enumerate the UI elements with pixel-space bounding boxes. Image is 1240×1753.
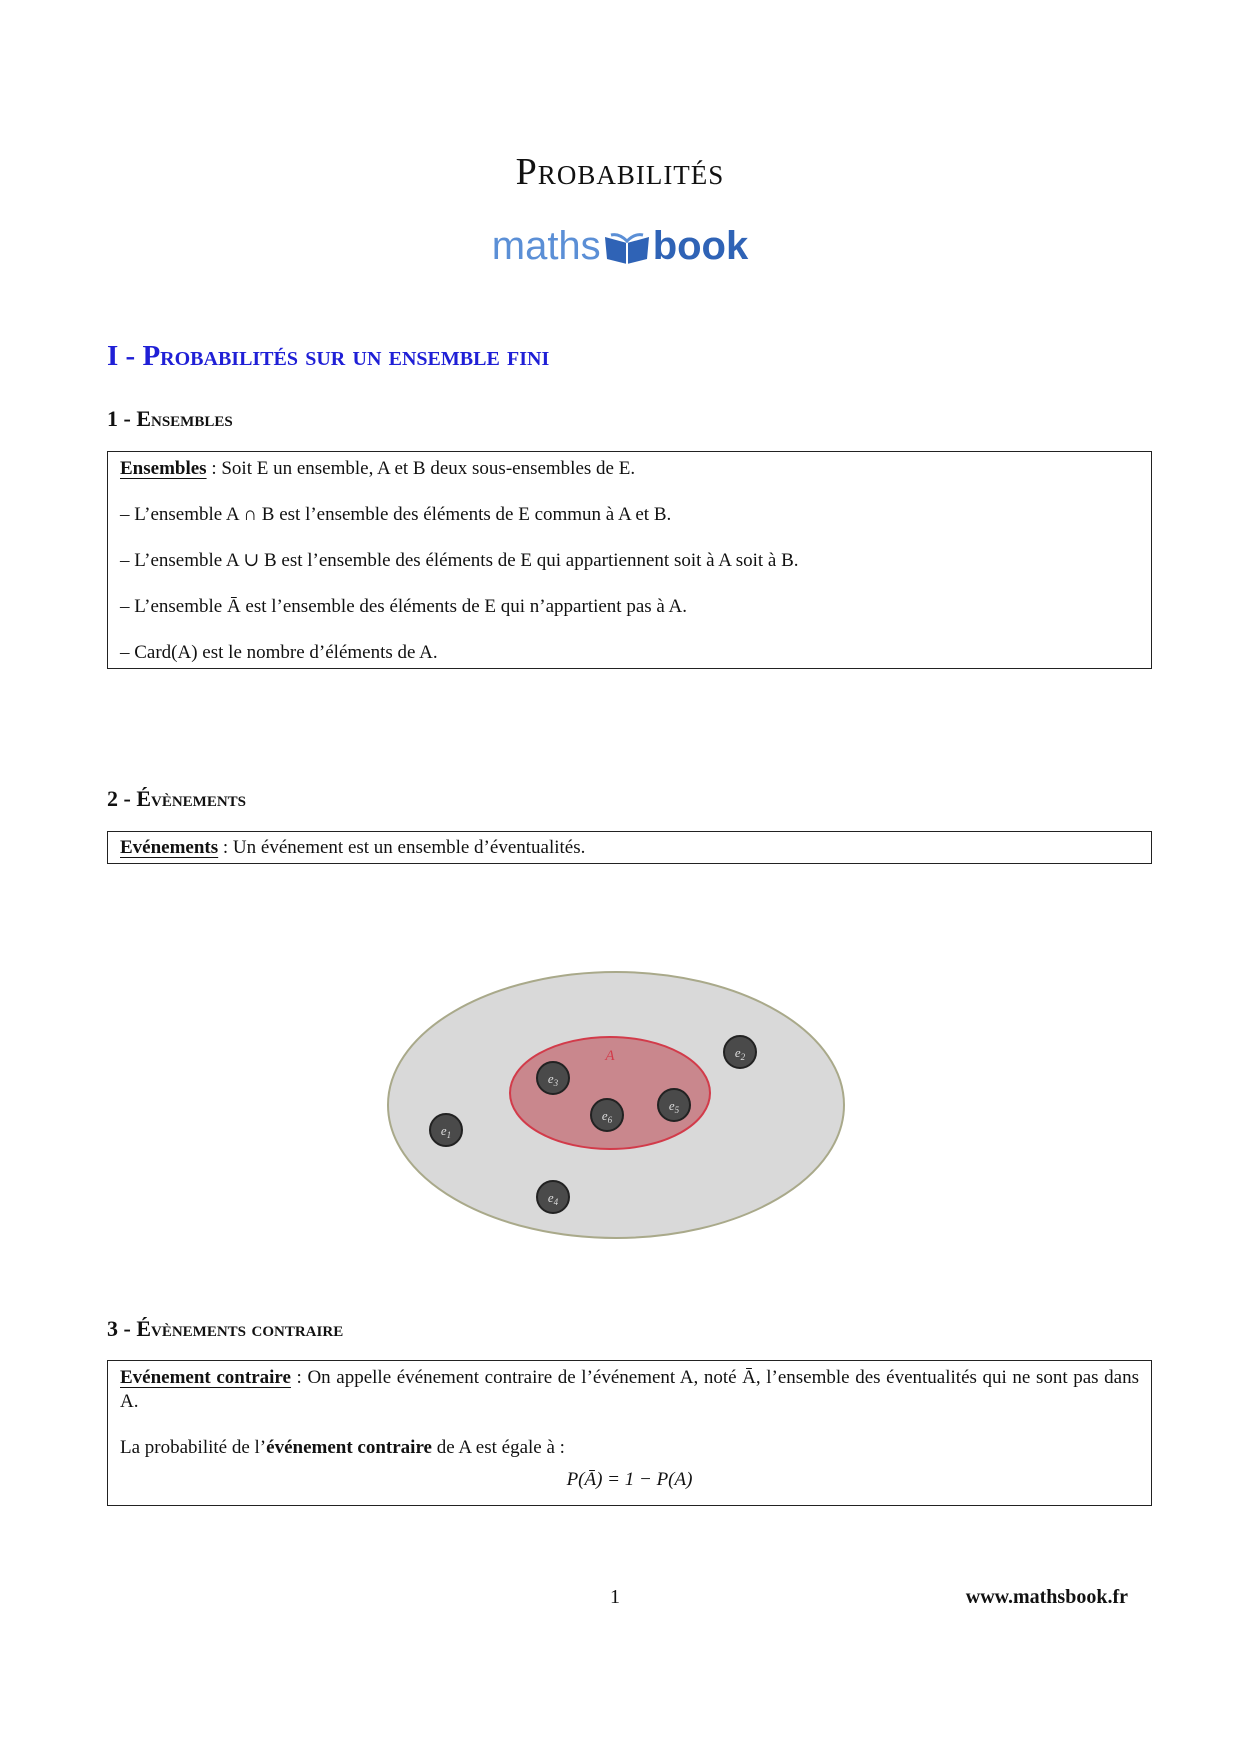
- definition-text: : Soit E un ensemble, A et B deux sous-ensembles de E.: [206, 458, 636, 479]
- mathsbook-logo: [0, 222, 1240, 270]
- svg-text:e5: $e_5$: [668, 1098, 680, 1115]
- point-e4: [537, 1181, 569, 1213]
- probability-term: événement contraire: [266, 1437, 432, 1458]
- book-icon: [603, 231, 651, 265]
- point-e2: [724, 1036, 756, 1068]
- svg-text:e6: $e_6$: [601, 1108, 613, 1125]
- subsection-title-evenements: 2 - Évènements: [107, 786, 247, 811]
- definition-text: : Un événement est un ensemble d’éventualités.: [218, 837, 586, 858]
- svg-text:e3: $e_3$: [547, 1071, 559, 1088]
- page-title: Probabilités: [515, 151, 725, 193]
- event-a-label: A: [605, 1048, 615, 1064]
- subsection-title-contraire: 3 - Évènements contraire: [107, 1316, 344, 1341]
- complement-formula: P(Ā) = 1 − P(A): [566, 1469, 693, 1490]
- svg-text:e4: $e_4$: [547, 1190, 559, 1207]
- probability-sentence: [120, 1436, 1139, 1460]
- definition-term: Evénements: [120, 837, 219, 858]
- point-e3: [537, 1062, 569, 1094]
- definition-box-ensembles: [107, 451, 1152, 669]
- section-title: I - Probabilités sur un ensemble fini: [107, 340, 550, 372]
- svg-text:e2: $e_2$: [734, 1045, 746, 1062]
- definition-box-evenements: [107, 831, 1152, 864]
- definition-line: [120, 836, 1139, 860]
- definition-line: [120, 1366, 1139, 1414]
- definition-box-contraire: [107, 1360, 1152, 1506]
- probability-text: La probabilité de l’: [120, 1437, 267, 1458]
- event-venn-diagram: [380, 960, 860, 1250]
- point-e1: [430, 1114, 462, 1146]
- subsection-title-ensembles: 1 - Ensembles: [107, 406, 233, 431]
- probability-text-end: de A est égale à :: [431, 1437, 565, 1458]
- page-number: 1: [610, 1586, 620, 1608]
- definition-item: – L’ensemble A ∪ B est l’ensemble des éléments de E qui appartiennent soit à A soit à B.: [120, 550, 799, 571]
- definition-item: – L’ensemble A ∩ B est l’ensemble des éléments de E commun à A et B.: [120, 504, 672, 525]
- definition-term: Evénement contraire: [120, 1367, 291, 1388]
- point-e5: [658, 1089, 690, 1121]
- point-e6: [591, 1099, 623, 1131]
- logo-text-book: book: [652, 224, 749, 268]
- definition-item: – Card(A) est le nombre d’éléments de A.: [120, 642, 438, 663]
- logo-text-maths: maths: [491, 224, 601, 268]
- definition-item: – L’ensemble Ā est l’ensemble des éléments de E qui n’appartient pas à A.: [120, 596, 688, 617]
- definition-intro: [120, 457, 1139, 481]
- definition-term: Ensembles: [120, 458, 207, 479]
- definition-text: : On appelle événement contraire de l’événement A, noté Ā, l’ensemble des éventualités qui ne sont pas dans A.: [120, 1367, 1139, 1412]
- footer-url[interactable]: www.mathsbook.fr: [965, 1586, 1128, 1608]
- svg-text:e1: $e_1$: [440, 1123, 452, 1140]
